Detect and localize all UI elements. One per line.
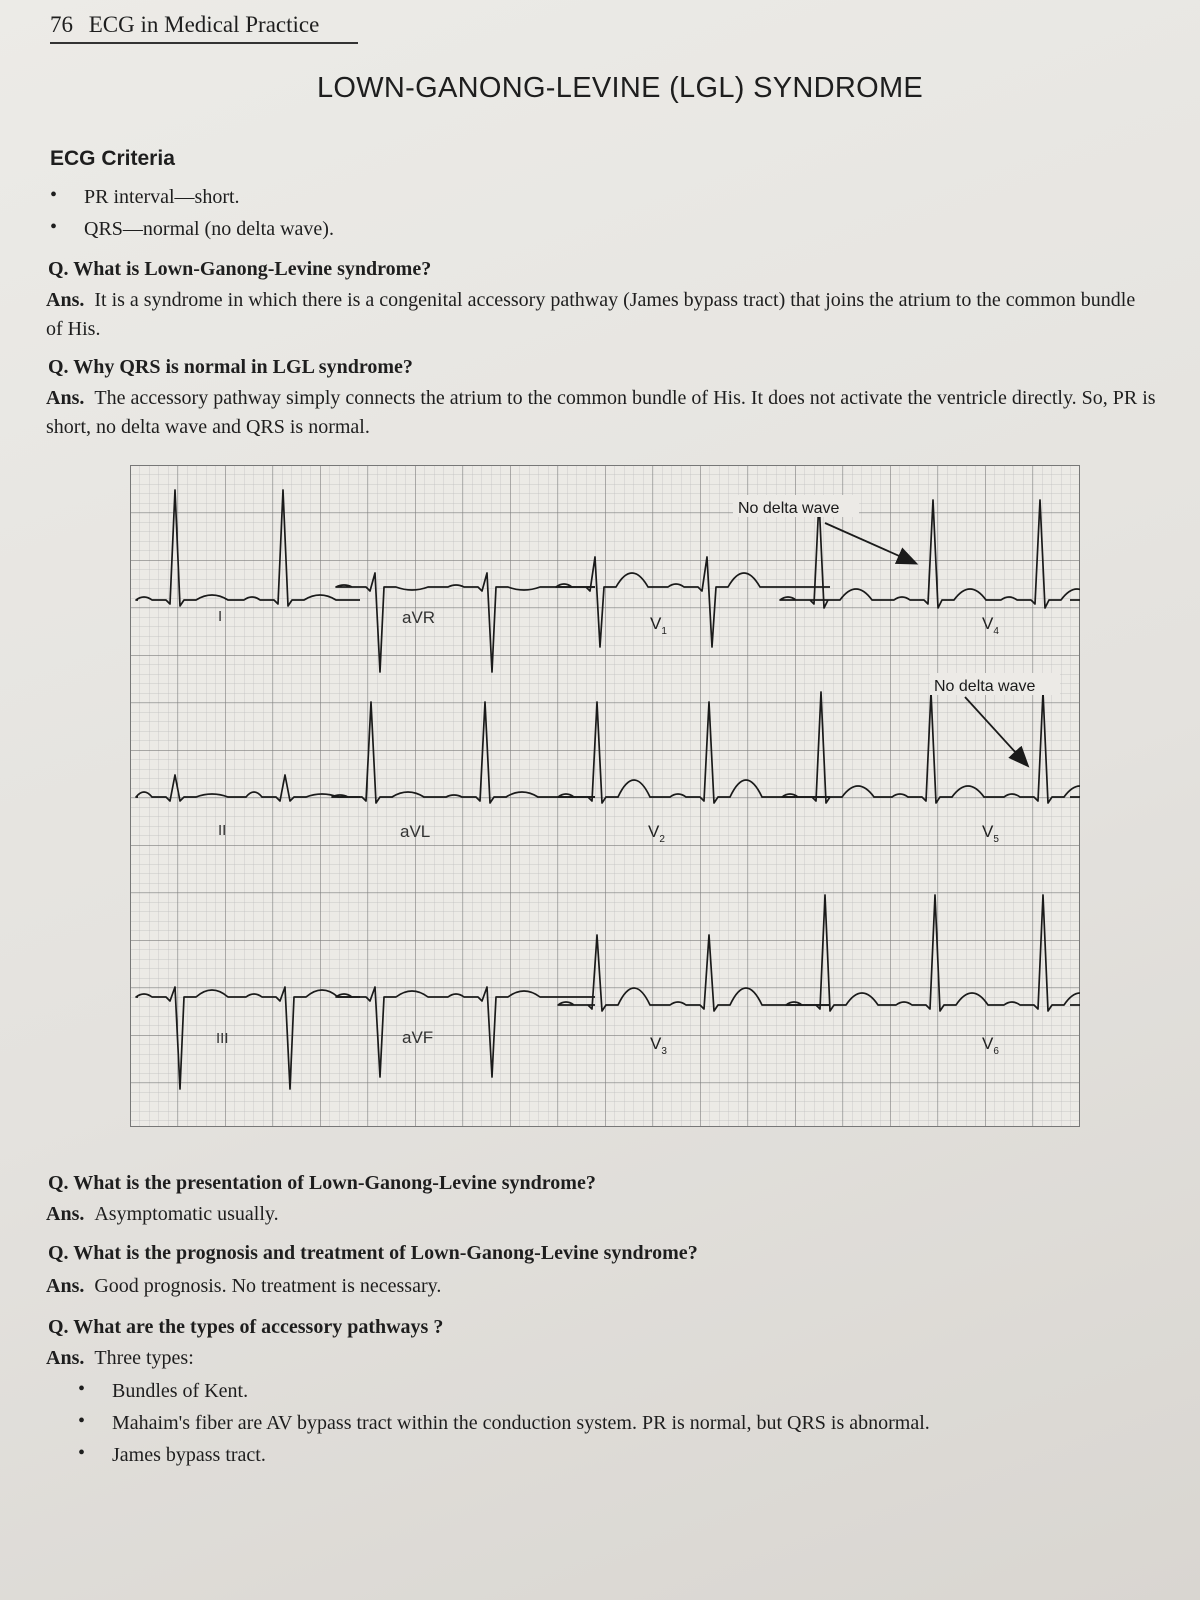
ecg-grid	[130, 465, 1080, 1127]
question-2: Q. Why QRS is normal in LGL syndrome?	[48, 356, 413, 378]
bullet-icon: •	[78, 1442, 86, 1464]
lead-label-V1: $V_1$	[650, 614, 667, 637]
question-4: Q. What is the prognosis and treatment of Lown-Ganong-Levine syndrome?	[48, 1242, 698, 1264]
question-1: Q. What is Lown-Ganong-Levine syndrome?	[48, 258, 432, 280]
ecg-strip	[130, 465, 1080, 1127]
answer-2-text: The accessory pathway simply connects the atrium to the common bundle of His. It does not activate the ventricle directly. So, PR is short, no delta wave and QRS is normal.	[46, 387, 1156, 438]
ecg-figure	[130, 465, 1080, 1127]
lead-label-V6: $V_6$	[982, 1034, 999, 1057]
bullet-icon: •	[50, 184, 58, 206]
page-number: 76	[50, 12, 73, 37]
criteria-item-pr: • PR interval—short.	[50, 184, 240, 208]
lead-label-V2: $V_2$	[648, 822, 665, 845]
answer-1: Ans. It is a syndrome in which there is a congenital accessory pathway (James bypass tract) that joins the atrium to the common bundle of His.	[46, 289, 1136, 340]
answer-4-text: Good prognosis. No treatment is necessary.	[94, 1275, 442, 1297]
lead-label-II: II	[218, 822, 227, 839]
answer-5: Ans. Three types:	[46, 1347, 194, 1369]
lead-label-aVF: aVF	[402, 1028, 434, 1047]
annotation-2: No delta wave	[934, 678, 1036, 695]
lead-label-I: I	[218, 608, 223, 625]
pathway-item-kent: • Bundles of Kent.	[78, 1378, 249, 1402]
lead-label-III: III	[216, 1030, 229, 1047]
running-head	[50, 12, 358, 44]
ecg-criteria-heading: ECG Criteria	[50, 147, 175, 170]
lead-label-aVR: aVR	[402, 608, 436, 627]
lead-label-V3: $V_3$	[650, 1034, 667, 1057]
page-title: LOWN-GANONG-LEVINE (LGL) SYNDROME	[316, 72, 924, 104]
answer-1-text: It is a syndrome in which there is a congenital accessory pathway (James bypass tract) that joins the atrium to the common bundle of His.	[46, 289, 1136, 340]
pathway-item-james: • James bypass tract.	[78, 1442, 266, 1466]
book-title: ECG in Medical Practice	[88, 12, 320, 37]
answer-4: Ans. Good prognosis. No treatment is necessary.	[46, 1275, 442, 1297]
bullet-icon: •	[50, 216, 58, 238]
answer-2: Ans. The accessory pathway simply connects the atrium to the common bundle of His. It does not activate the ventricle directly. So, PR is short, no delta wave and QRS is normal.	[46, 387, 1156, 438]
answer-3: Ans. Asymptomatic usually.	[46, 1203, 279, 1225]
pathway-item-mahaim: • Mahaim's fiber are AV bypass tract within the conduction system. PR is normal, but QRS is abnormal.	[78, 1410, 930, 1434]
lead-label-V4: $V_4$	[982, 614, 999, 637]
lead-label-aVL: aVL	[400, 822, 431, 841]
answer-3-text: Asymptomatic usually.	[94, 1203, 279, 1225]
lead-label-V5: $V_5$	[982, 822, 999, 845]
annotation-1: No delta wave	[738, 500, 840, 517]
answer-5-text: Three types:	[94, 1347, 194, 1369]
criteria-item-qrs: • QRS—normal (no delta wave).	[50, 216, 334, 240]
question-3: Q. What is the presentation of Lown-Ganong-Levine syndrome?	[48, 1172, 596, 1194]
question-5: Q. What are the types of accessory pathways ?	[48, 1316, 444, 1338]
bullet-icon: •	[78, 1410, 86, 1432]
bullet-icon: •	[78, 1378, 86, 1400]
